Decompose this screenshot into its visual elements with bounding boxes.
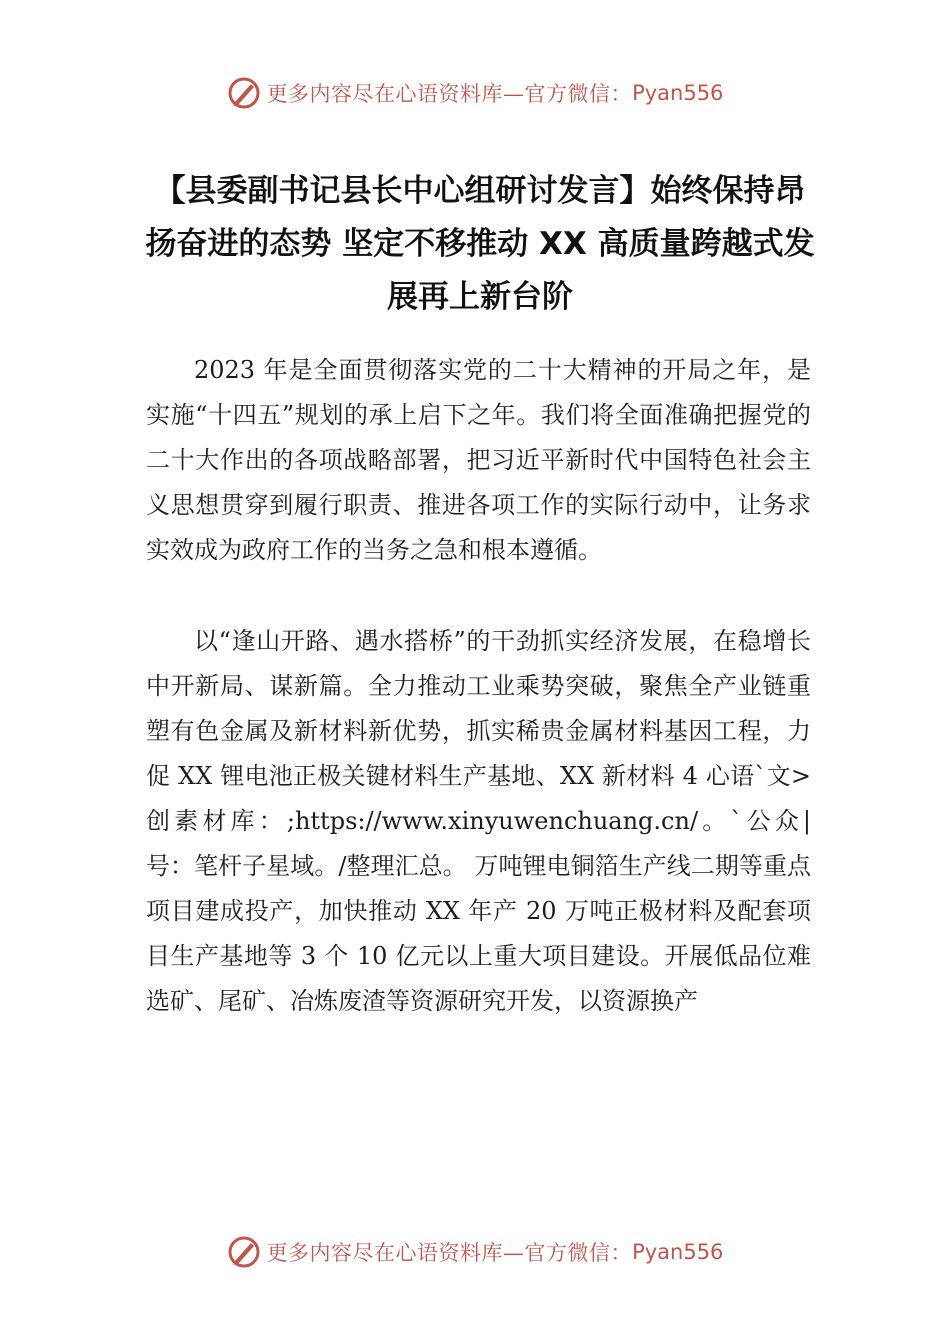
watermark-text: 更多内容尽在心语资料库—官方微信： xyxy=(266,1241,633,1265)
watermark-handle: Pyan556 xyxy=(632,81,724,105)
watermark-header xyxy=(0,73,950,113)
document-body xyxy=(146,348,811,1024)
pen-logo-icon xyxy=(227,76,261,110)
paragraph: 以“逢山开路、遇水搭桥”的干劲抓实经济发展，在稳增长中开新局、谋新篇。全力推动工业乘势突破，聚焦全产业链重塑有色金属及新材料新优势，抓实稀贵金属材料基因工程，力促 XX 锂电池正极关键材料生产基地、XX 新材料 4 心语`文>创素材库：;https://www.xinyuwenchuang.cn/。`公众|号：笔杆子星域。/整理汇总。 万吨锂电铜箔生产线二期等重点项目建成投产，加快推动 XX 年产 20 万吨正极材料及配套项目生产基地等 3 个 10 亿元以上重大项目建设。开展低品位难选矿、尾矿、冶炼废渣等资源研究开发，以资源换产 xyxy=(146,627,811,1015)
watermark-handle: Pyan556 xyxy=(632,1240,724,1264)
document-title: 【县委副书记县长中心组研讨发言】始终保持昂扬奋进的态势 坚定不移推动 XX 高质量跨越式发展再上新台阶 xyxy=(145,173,815,315)
pen-logo-icon xyxy=(227,1235,261,1269)
paragraph: 2023 年是全面贯彻落实党的二十大精神的开局之年，是实施“十四五”规划的承上启下之年。我们将全面准确把握党的二十大作出的各项战略部署，把习近平新时代中国特色社会主义思想贯穿到履行职责、推进各项工作的实际行动中，让务求实效成为政府工作的当务之急和根本遵循。 xyxy=(146,356,811,564)
watermark-text: 更多内容尽在心语资料库—官方微信： xyxy=(266,82,633,106)
watermark-footer xyxy=(0,1232,950,1272)
